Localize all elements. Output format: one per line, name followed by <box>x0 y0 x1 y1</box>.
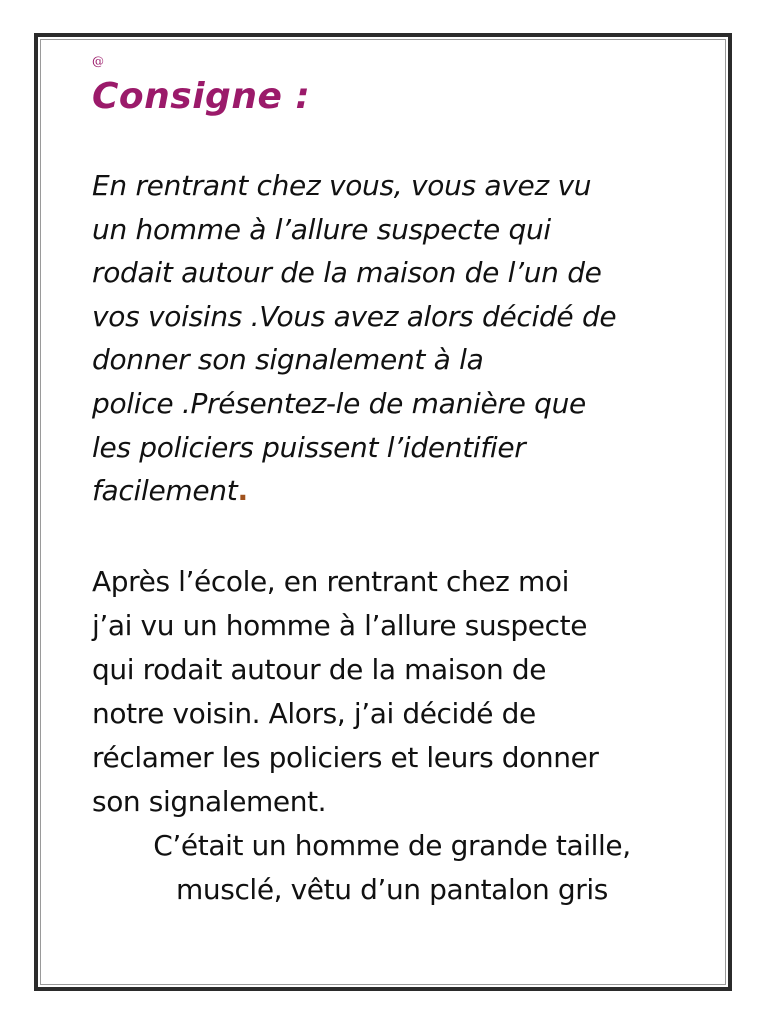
answer-line: notre voisin. Alors, j’ai décidé de <box>92 697 536 730</box>
answer-centered-line: musclé, vêtu d’un pantalon gris <box>176 873 608 906</box>
instructions-line: les policiers puissent l’identifier <box>92 430 526 464</box>
answer-centered-line: C’était un homme de grande taille, <box>153 829 631 862</box>
at-symbol: @ <box>92 54 104 68</box>
instructions-last-line <box>92 469 692 513</box>
answer-line: son signalement. <box>92 785 327 818</box>
answer-line: qui rodait autour de la maison de <box>92 653 547 686</box>
instructions-paragraph <box>92 164 692 513</box>
instructions-line: donner son signalement à la <box>92 343 484 377</box>
answer-line: réclamer les policiers et leurs donner <box>92 741 599 774</box>
answer-line: j’ai vu un homme à l’allure suspecte <box>92 609 588 642</box>
page-title: Consigne : <box>92 76 311 117</box>
answer-line: Après l’école, en rentrant chez moi <box>92 565 569 598</box>
instructions-line: En rentrant chez vous, vous avez vu <box>92 169 592 202</box>
answer-paragraph <box>92 560 692 912</box>
instructions-line: un homme à l’allure suspecte qui <box>92 212 551 246</box>
instructions-line: police .Présentez-le de manière que <box>92 386 586 420</box>
instructions-line: facilement <box>92 474 238 508</box>
instructions-line: rodait autour de la maison de l’un de <box>92 256 602 290</box>
instructions-line: vos voisins .Vous avez alors décidé de <box>92 299 617 333</box>
instructions-end-mark: . <box>237 474 248 508</box>
